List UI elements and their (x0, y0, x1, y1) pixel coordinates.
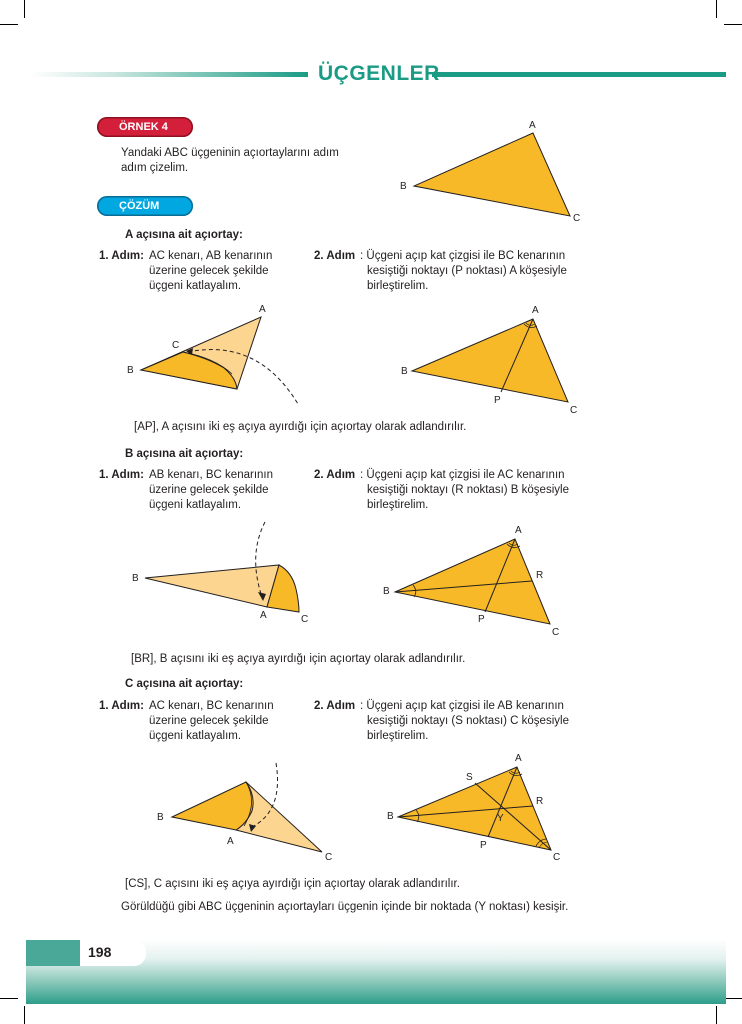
section-b-step2-line: kesiştiği noktayı (R noktası) B köşesiyle (367, 484, 569, 496)
bisector-b-label-p: P (478, 614, 485, 625)
bisector-b-label-a: A (515, 525, 522, 536)
example-text-line1: Yandaki ABC üçgeninin açıortaylarını adım (121, 147, 339, 159)
section-c-step1-label: 1. Adım: (99, 700, 144, 712)
fold-a-label-a: A (259, 304, 266, 315)
fold-c-label-c: C (325, 852, 333, 863)
section-c-heading: C açısına ait açıortay: (125, 678, 244, 690)
section-b-step2-line: : Üçgeni açıp kat çizgisi ile AC kenarının (360, 469, 565, 481)
section-a-step2-label: 2. Adım (314, 250, 356, 262)
section-c-step2-label: 2. Adım (314, 700, 356, 712)
bisector-c-label-r: R (536, 796, 544, 807)
fold-c-label-a: A (227, 836, 234, 847)
page-number: 198 (88, 944, 112, 960)
section-c-step2-line: birleştirelim. (367, 730, 429, 742)
vertex-label-a: A (529, 120, 536, 131)
bisector-a-label-b: B (401, 366, 408, 377)
section-a-step2-line: : Üçgeni açıp kat çizgisi ile BC kenarının (360, 250, 566, 262)
vertex-label-c: C (573, 213, 581, 224)
section-a-step2-line: kesiştiği noktayı (P noktası) A köşesiyle (367, 265, 567, 277)
fold-a-label-b: B (127, 365, 134, 376)
bisector-c-label-s: S (466, 772, 473, 783)
section-c-step1-line: AC kenarı, BC kenarının (149, 700, 274, 712)
section-a-heading: A açısına ait açıortay: (125, 229, 243, 241)
section-b-step1-label: 1. Adım: (99, 469, 144, 481)
section-c-step2-line: kesiştiği noktayı (S noktası) C köşesiyle (367, 715, 569, 727)
bisector-c-label-p: P (480, 840, 487, 851)
solution-badge: ÇÖZÜM (97, 196, 193, 216)
section-b-heading: B açısına ait açıortay: (125, 448, 244, 460)
section-c-step2-line: : Üçgeni açıp kat çizgisi ile AB kenarının (360, 700, 564, 712)
example-badge: ÖRNEK 4 (97, 117, 193, 137)
bisector-a-label-c: C (570, 405, 578, 416)
section-a-step1-line: üçgeni katlayalım. (149, 280, 242, 292)
section-c-conclusion: [CS], C açısını iki eş açıya ayırdığı için açıortay olarak adlandırılır. (125, 878, 460, 890)
section-b-step1-line: üzerine gelecek şekilde (149, 484, 269, 496)
section-a-conclusion: [AP], A açısını iki eş açıya ayırdığı için açıortay olarak adlandırılır. (134, 421, 467, 433)
bisector-a-label-a: A (532, 305, 539, 316)
fold-c-label-b: B (157, 812, 164, 823)
section-a-step2-line: birleştirelim. (367, 280, 429, 292)
fold-b-label-a: A (260, 610, 267, 621)
bisector-c-label-c: C (553, 852, 561, 863)
fold-b-label-b: B (132, 573, 139, 584)
page-title: ÜÇGENLER (318, 62, 440, 85)
bisector-b-label-c: C (552, 627, 560, 638)
fold-b-label-c: C (301, 614, 309, 625)
page-number-tab-accent (26, 940, 80, 966)
vertex-label-b: B (400, 181, 407, 192)
section-b-step2-line: birleştirelim. (367, 499, 429, 511)
section-b-step1-line: üçgeni katlayalım. (149, 499, 242, 511)
section-a-step1-line: üzerine gelecek şekilde (149, 265, 269, 277)
bisector-b-label-b: B (383, 586, 390, 597)
section-b-conclusion: [BR], B açısını iki eş açıya ayırdığı için açıortay olarak adlandırılır. (131, 653, 466, 665)
section-a-step1-label: 1. Adım: (99, 250, 144, 262)
section-b-step1-line: AB kenarı, BC kenarının (149, 469, 274, 481)
bisector-b-label-r: R (536, 570, 544, 581)
bisector-a-label-p: P (494, 395, 501, 406)
final-note: Görüldüğü gibi ABC üçgeninin açıortayları üçgenin içinde bir noktada (Y noktası) kesişir. (121, 901, 569, 913)
bisector-c-label-a: A (515, 753, 522, 764)
section-a-step1-line: AC kenarı, AB kenarının (149, 250, 273, 262)
section-c-step1-line: üçgeni katlayalım. (149, 730, 242, 742)
section-c-step1-line: üzerine gelecek şekilde (149, 715, 269, 727)
fold-a-label-c: C (172, 340, 180, 351)
example-text-line2: adım çizelim. (121, 162, 189, 174)
bisector-c-label-b: B (387, 811, 394, 822)
section-b-step2-label: 2. Adım (314, 469, 356, 481)
bisector-c-label-y: Y (497, 813, 504, 824)
